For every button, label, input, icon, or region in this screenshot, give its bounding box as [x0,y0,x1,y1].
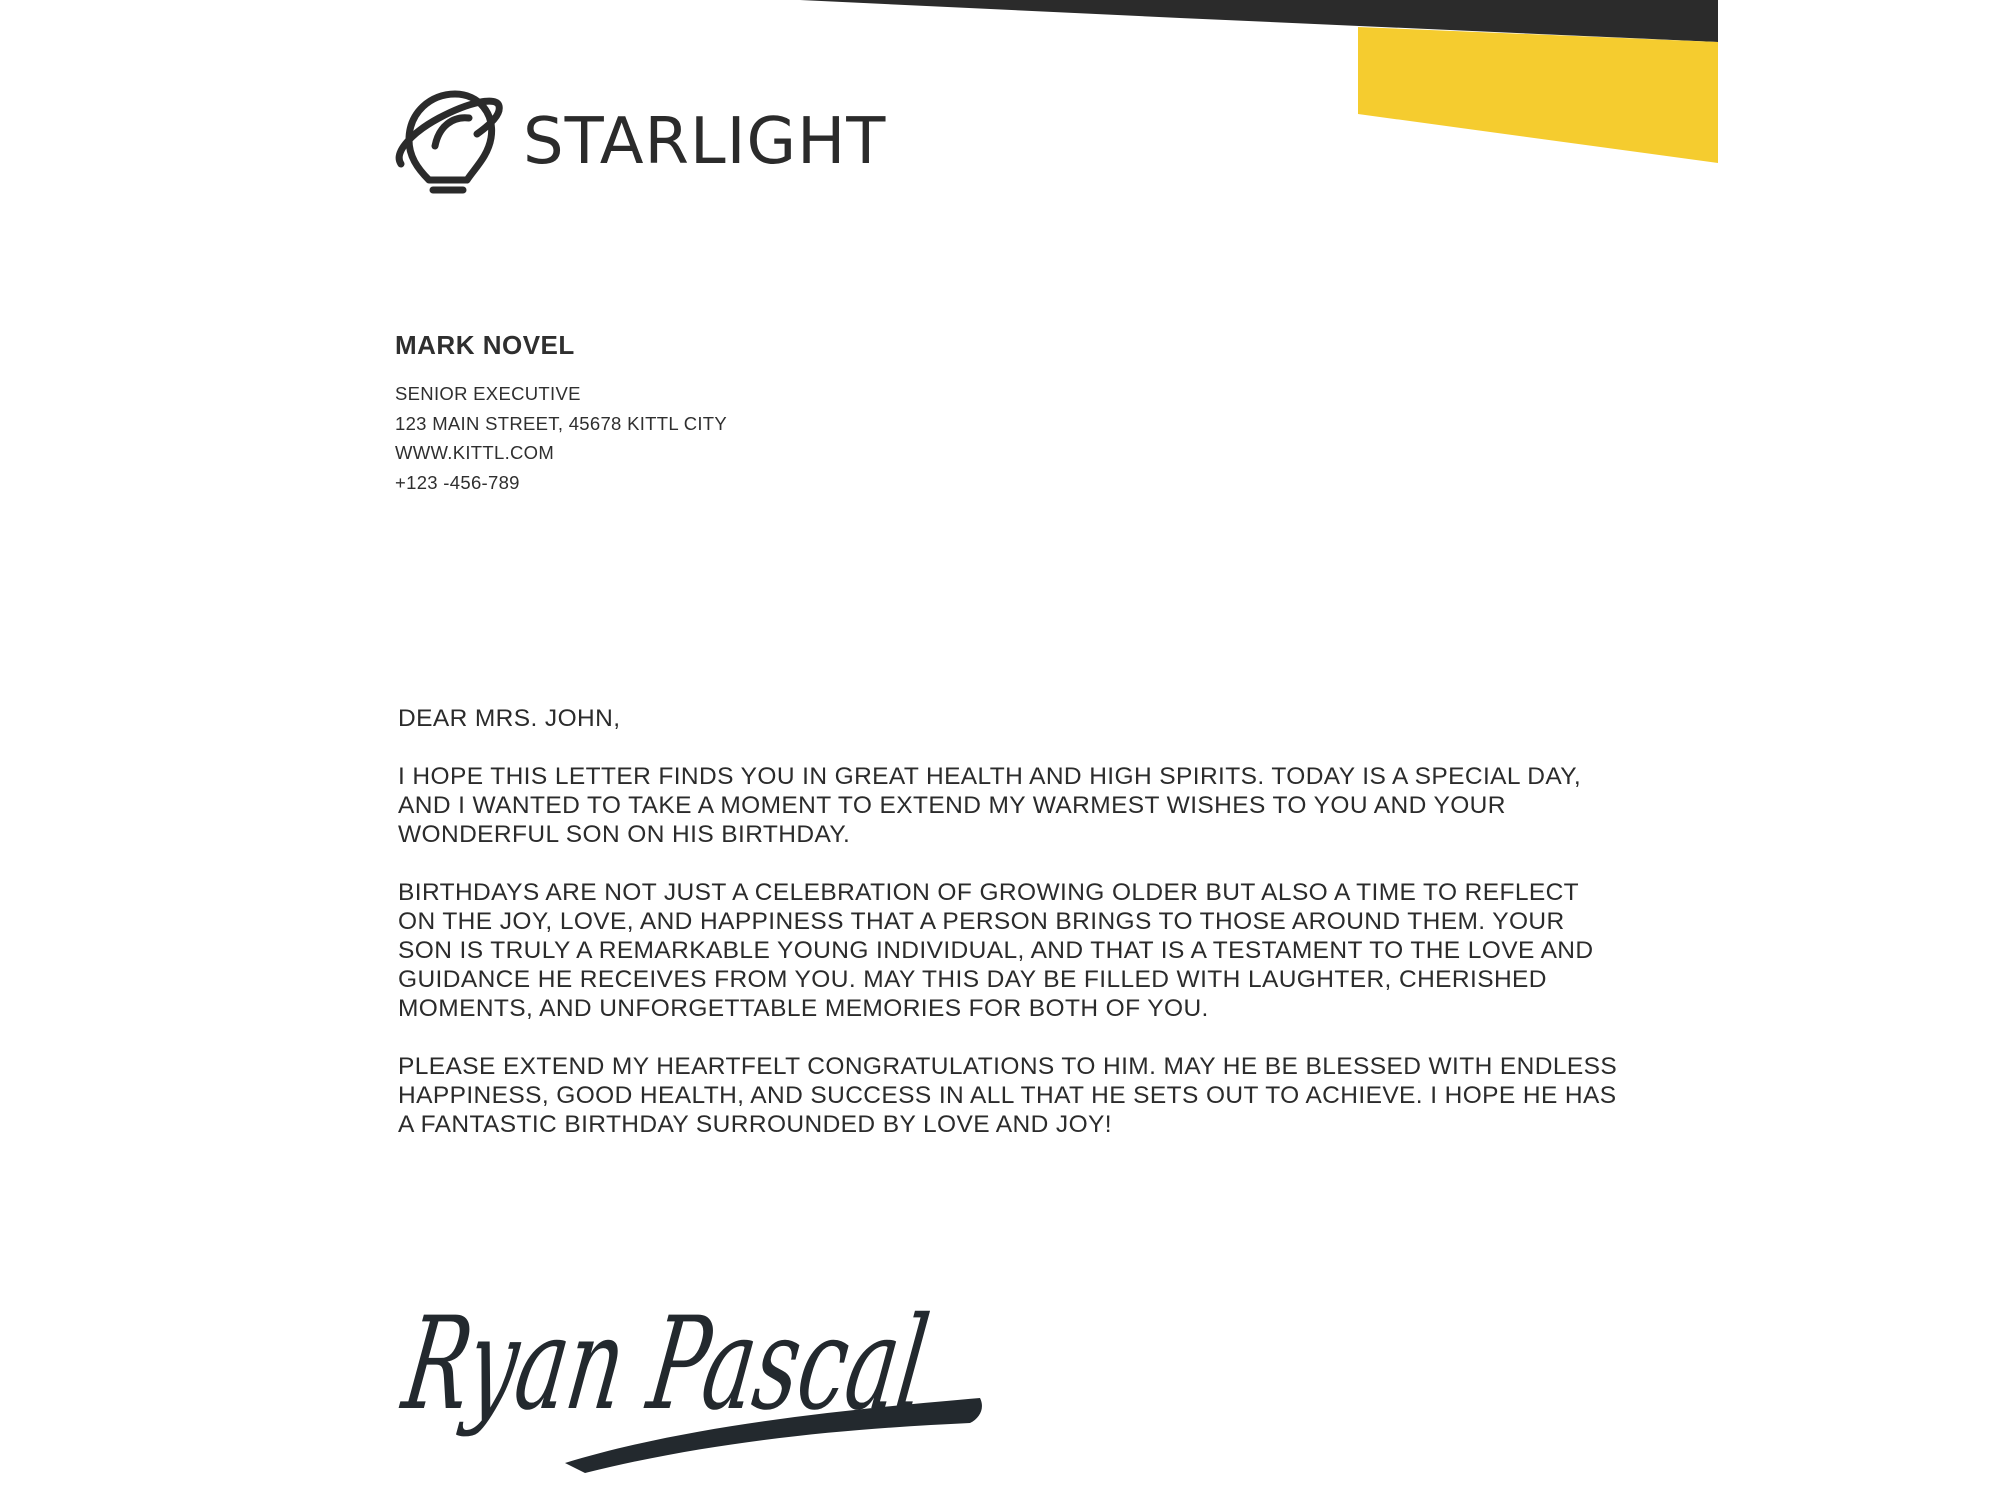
yellow-corner-band [1358,27,1718,163]
sender-website: WWW.KITTL.COM [395,442,555,463]
sender-title: SENIOR EXECUTIVE [395,383,581,404]
sender-phone: +123 -456-789 [395,471,520,493]
handwritten-signature [395,1258,1194,1483]
letter-paragraph: I HOPE THIS LETTER FINDS YOU IN GREAT HEALTH AND HIGH SPIRITS. TODAY IS A SPECIAL DAY, AND I WANTED TO TAKE A MOMENT TO EXTEND MY WARMEST WISHES TO YOU AND YOUR WONDERFUL SON ON HIS BIRTHDAY. [398,763,1582,848]
bulb-planet-icon [395,82,503,202]
dark-corner-band [800,0,1718,42]
sender-name: MARK NOVEL [395,330,575,360]
letter-paragraph: BIRTHDAYS ARE NOT JUST A CELEBRATION OF GROWING OLDER BUT ALSO A TIME TO REFLECT ON THE JOY, LOVE, AND HAPPINESS THAT A PERSON BRINGS TO THOSE AROUND THEM. YOUR SON IS TRULY A REMARKABLE YOUNG INDIVIDUAL, AND THAT IS A TESTAMENT TO THE LOVE AND GUIDANCE HE RECEIVES FROM YOU. MAY THIS DAY BE FILLED WITH LAUGHTER, CHERISHED MOMENTS, AND UNFORGETTABLE MEMORIES FOR BOTH OF YOU. [398,879,1594,1022]
company-name: STARLIGHT [523,105,887,179]
sender-block [395,330,727,497]
letter-body [398,704,1618,1168]
letter-greeting: DEAR MRS. JOHN, [398,705,621,732]
letter-paragraph: PLEASE EXTEND MY HEARTFELT CONGRATULATIONS TO HIM. MAY HE BE BLESSED WITH ENDLESS HAPPINESS, GOOD HEALTH, AND SUCCESS IN ALL THAT HE SETS OUT TO ACHIEVE. I HOPE HE HAS A FANTASTIC BIRTHDAY SURROUNDED BY LOVE AND JOY! [398,1053,1618,1138]
sender-address: 123 MAIN STREET, 45678 KITTL CITY [395,412,728,434]
svg-text:Ryan Pascal: Ryan Pascal [395,1290,1194,1439]
company-logo [395,82,886,202]
